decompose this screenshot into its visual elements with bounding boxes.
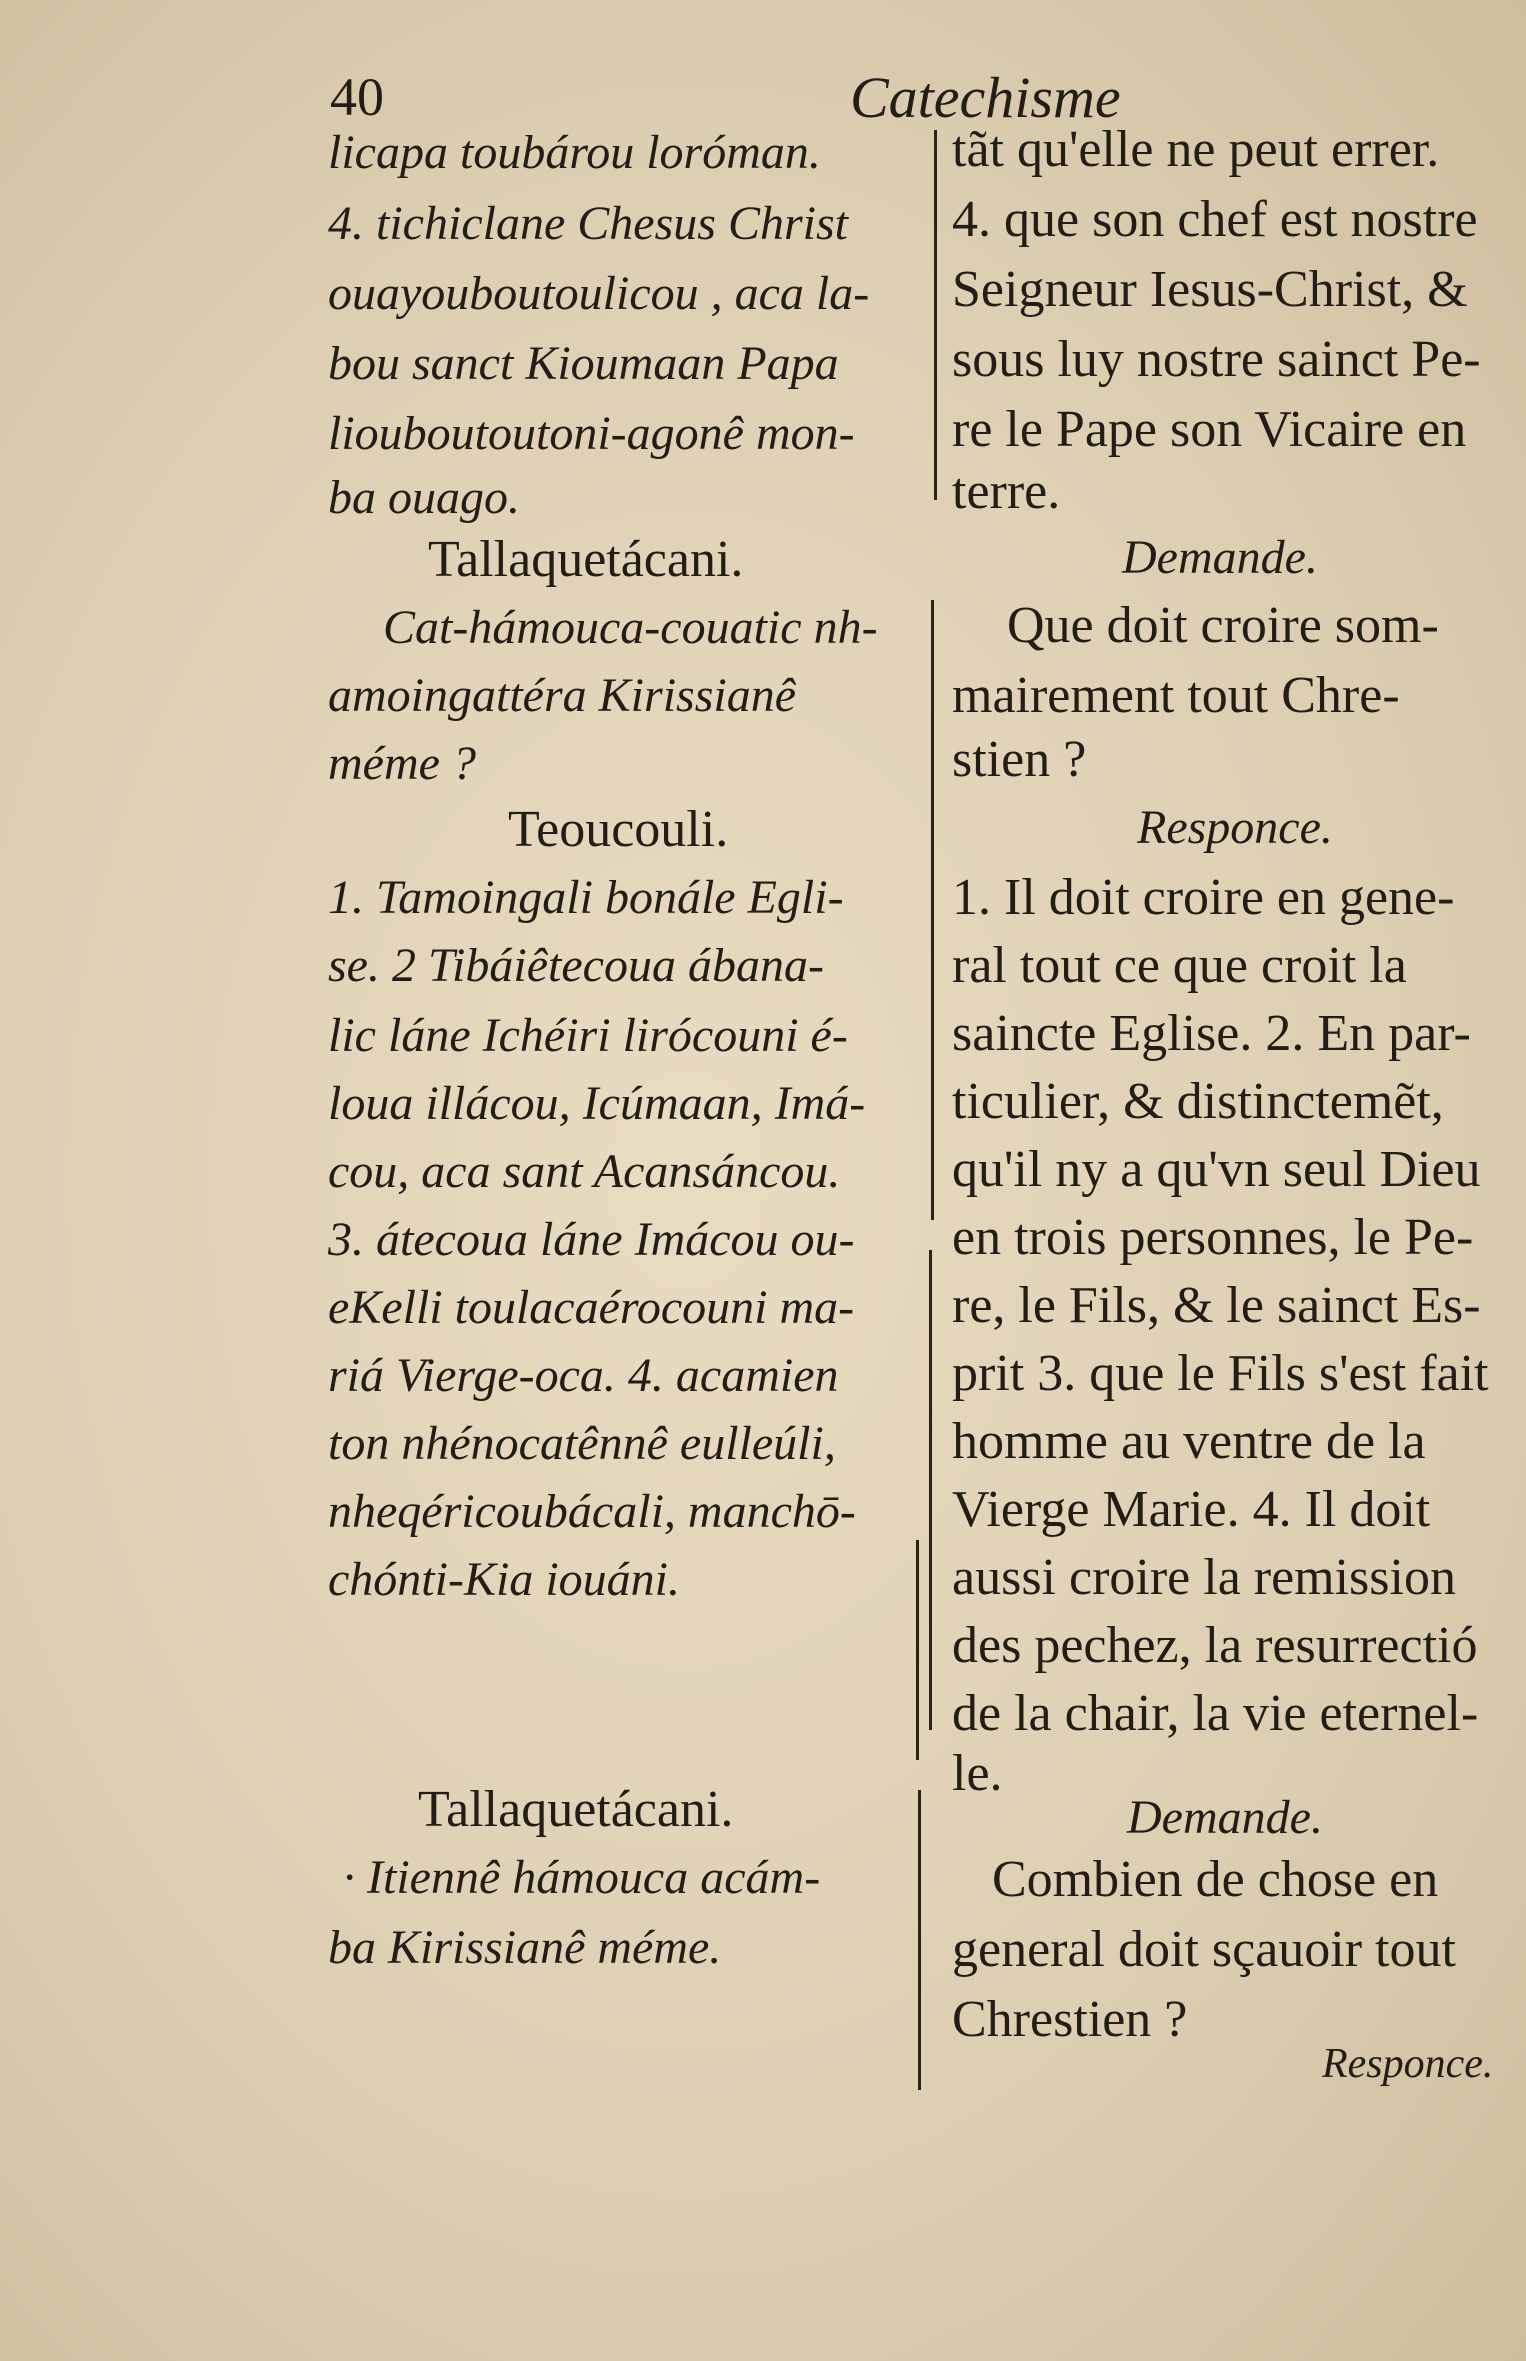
left-line: nheqéricoubácali, manchō-: [328, 1485, 856, 1538]
right-line: re le Pape son Vicaire en: [952, 401, 1467, 458]
left-column-carib-text: [328, 0, 918, 2361]
left-line: riá Vierge-oca. 4. acamien: [328, 1349, 839, 1402]
left-line: licapa toubárou loróman.: [328, 126, 821, 179]
running-title: Catechisme: [850, 65, 1121, 130]
responce-catchword: Responce.: [1322, 2041, 1494, 2087]
right-line: Chrestien ?: [952, 1991, 1188, 2048]
column-rule: [929, 1250, 932, 1730]
left-line: méme ?: [328, 737, 476, 790]
right-line: ticulier, & distinctemẽt,: [952, 1073, 1444, 1130]
right-line: general doit sçauoir tout: [952, 1921, 1456, 1978]
left-line: Cat-hámouca-couatic nh-: [383, 601, 878, 654]
left-line: loua illácou, Icúmaan, Imá-: [328, 1077, 866, 1130]
page-number: 40: [330, 67, 384, 127]
right-line: des pechez, la resurrectió: [952, 1617, 1478, 1674]
right-line: Vierge Marie. 4. Il doit: [952, 1481, 1431, 1538]
demande-heading: Demande.: [1122, 531, 1318, 584]
right-line: sous luy nostre sainct Pe-: [952, 331, 1481, 388]
left-line: chónti-Kia iouáni.: [328, 1553, 680, 1606]
left-line: · Itiennê hámouca acám-: [343, 1851, 821, 1904]
right-line: re, le Fils, & le sainct Es-: [952, 1277, 1481, 1334]
left-line: ton nhénocatênnê eulleúli,: [328, 1417, 836, 1470]
column-rule: [918, 1790, 921, 2090]
responce-heading: Responce.: [1137, 801, 1333, 854]
left-line: eKelli toulacaérocouni ma-: [328, 1281, 855, 1334]
right-line: homme au ventre de la: [952, 1413, 1426, 1470]
right-line: qu'il ny a qu'vn seul Dieu: [952, 1141, 1481, 1198]
section-heading: Tallaquetácani.: [428, 531, 744, 588]
left-line: ouayouboutoulicou , aca la-: [328, 267, 870, 320]
right-line: prit 3. que le Fils s'est fait: [952, 1345, 1489, 1402]
left-line: bou sanct Kioumaan Papa: [328, 337, 839, 390]
right-column-french-text: [952, 0, 1507, 2361]
right-line: saincte Eglise. 2. En par-: [952, 1005, 1471, 1062]
column-rule: [931, 600, 934, 1220]
left-line: 3. átecoua láne Imácou ou-: [328, 1213, 855, 1266]
right-line: tãt qu'elle ne peut errer.: [952, 121, 1440, 178]
left-line: liouboutoutoni-agonê mon-: [328, 407, 855, 460]
left-line: 4. tichiclane Chesus Christ: [328, 197, 848, 250]
right-line: stien ?: [952, 731, 1087, 788]
right-line: Que doit croire som-: [1007, 597, 1439, 654]
right-line: 1. Il doit croire en gene-: [952, 869, 1455, 926]
right-line: Combien de chose en: [992, 1851, 1439, 1908]
right-line: terre.: [952, 463, 1061, 520]
right-line: de la chair, la vie eternel-: [952, 1685, 1479, 1742]
section-heading: Teoucouli.: [508, 801, 729, 858]
section-heading: Tallaquetácani.: [418, 1781, 734, 1838]
right-line: mairement tout Chre-: [952, 667, 1400, 724]
left-line: ba Kirissianê méme.: [328, 1921, 722, 1974]
column-rule: [934, 130, 937, 500]
left-line: 1. Tamoingali bonále Egli-: [328, 871, 844, 924]
column-rule: [916, 1540, 919, 1760]
left-line: lic láne Ichéiri lirócouni é-: [328, 1009, 848, 1062]
right-line: 4. que son chef est nostre: [952, 191, 1478, 248]
right-line: ral tout ce que croit la: [952, 937, 1407, 994]
right-line: aussi croire la remission: [952, 1549, 1456, 1606]
right-line: le.: [952, 1745, 1003, 1802]
right-line: en trois personnes, le Pe-: [952, 1209, 1474, 1266]
left-line: amoingattéra Kirissianê: [328, 669, 797, 722]
left-line: cou, aca sant Acansáncou.: [328, 1145, 841, 1198]
left-line: ba ouago.: [328, 471, 520, 524]
demande-heading: Demande.: [1127, 1791, 1323, 1844]
left-line: se. 2 Tibáiêtecoua ábana-: [328, 939, 824, 992]
right-line: Seigneur Iesus-Christ, &: [952, 261, 1468, 318]
